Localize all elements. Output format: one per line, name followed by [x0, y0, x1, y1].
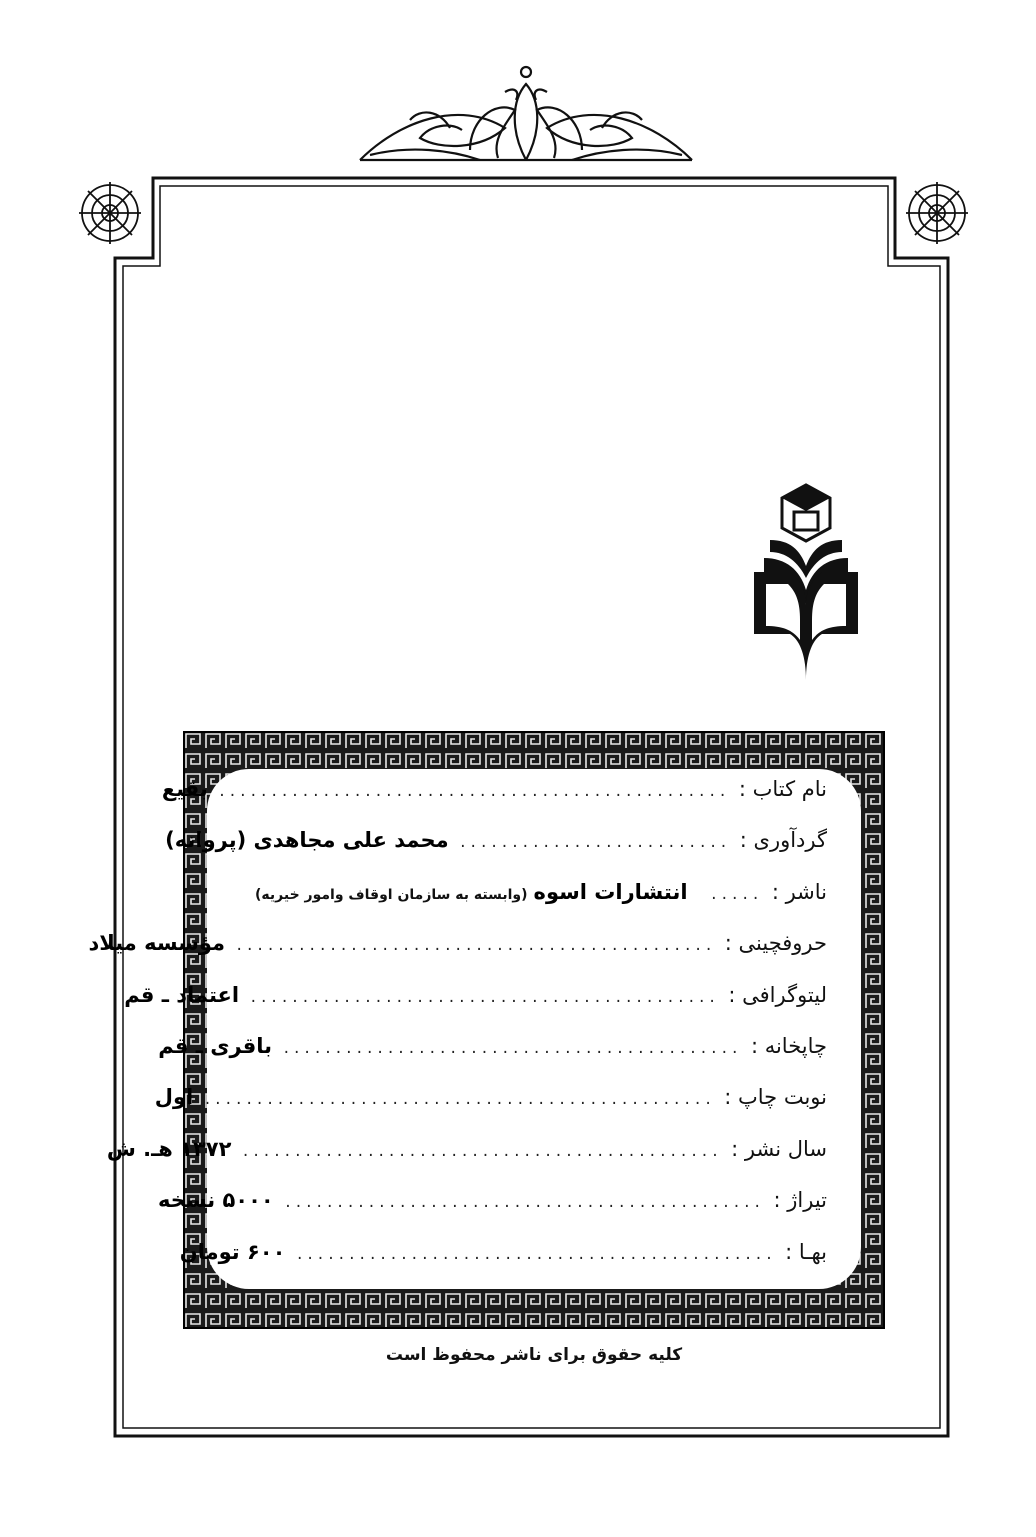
row-value: انتشارات اسوه: [533, 879, 688, 904]
row-value: مؤسسه میلاد: [88, 931, 226, 956]
top-arabesque-ornament-icon: [360, 67, 692, 160]
row-value: بقیع: [161, 777, 208, 801]
row-label: گردآوری :: [739, 828, 827, 853]
row-label: تیراژ :: [773, 1188, 827, 1213]
row-value: ۱۳۷۲ هـ. ش: [106, 1136, 232, 1161]
dot-leader: ............................................: [282, 1040, 741, 1057]
dot-leader: ..............................................: [241, 1143, 722, 1160]
colophon-row-price: [179, 1239, 827, 1291]
dot-leader: .....: [709, 886, 762, 903]
dot-leader: ..............................................: [283, 1195, 764, 1212]
copyright-notice: کلیه حقوق برای ناشر محفوظ است: [385, 1345, 683, 1365]
row-value: اول: [154, 1085, 194, 1110]
dot-leader: .................................................: [203, 1092, 715, 1109]
row-label: ناشر :: [771, 879, 827, 904]
colophon-row-print-run: [158, 1188, 827, 1239]
row-label: چاپخانه :: [750, 1033, 827, 1058]
colophon-row-printing-house: [158, 1033, 827, 1085]
row-label: حروفچینی :: [724, 931, 827, 956]
colophon-row-lithography: [124, 982, 827, 1034]
row-label: سال نشر :: [731, 1136, 827, 1161]
colophon-row-title: [161, 777, 827, 828]
colophon-row-typesetting: [88, 931, 827, 982]
row-label: نوبت چاپ :: [724, 1085, 827, 1110]
row-value: ۶۰۰ تومان: [179, 1239, 286, 1264]
row-label: لیتوگرافی :: [728, 982, 827, 1007]
publisher-logo-icon: [754, 485, 858, 680]
colophon-list: [88, 777, 827, 1291]
dot-leader: .............................................: [249, 989, 719, 1006]
colophon-row-edition: [154, 1085, 827, 1136]
row-label: نام کتاب :: [738, 777, 827, 801]
dot-leader: ..............................................: [295, 1246, 776, 1263]
colophon-box: [88, 731, 885, 1329]
dot-leader: ..............................................: [235, 938, 715, 955]
corner-rosette-icon: [79, 182, 968, 244]
row-value: اعتماد ـ قم: [124, 982, 240, 1007]
colophon-panel: [88, 769, 861, 1289]
row-note: (وابسته به سازمان اوقاف وامور خیریه): [255, 886, 528, 903]
row-value: محمد علی مجاهدی (پروانه): [165, 828, 449, 853]
dot-leader: ..........................: [458, 835, 730, 852]
row-value: باقری ـ قم: [158, 1033, 273, 1058]
colophon-row-year: [106, 1136, 827, 1188]
colophon-row-compiler: [165, 828, 827, 879]
row-label: بهـا :: [785, 1239, 827, 1264]
row-value: ۵۰۰۰ نسخه: [158, 1188, 274, 1213]
colophon-row-publisher: [255, 880, 827, 931]
dot-leader: .................................................: [217, 784, 729, 800]
